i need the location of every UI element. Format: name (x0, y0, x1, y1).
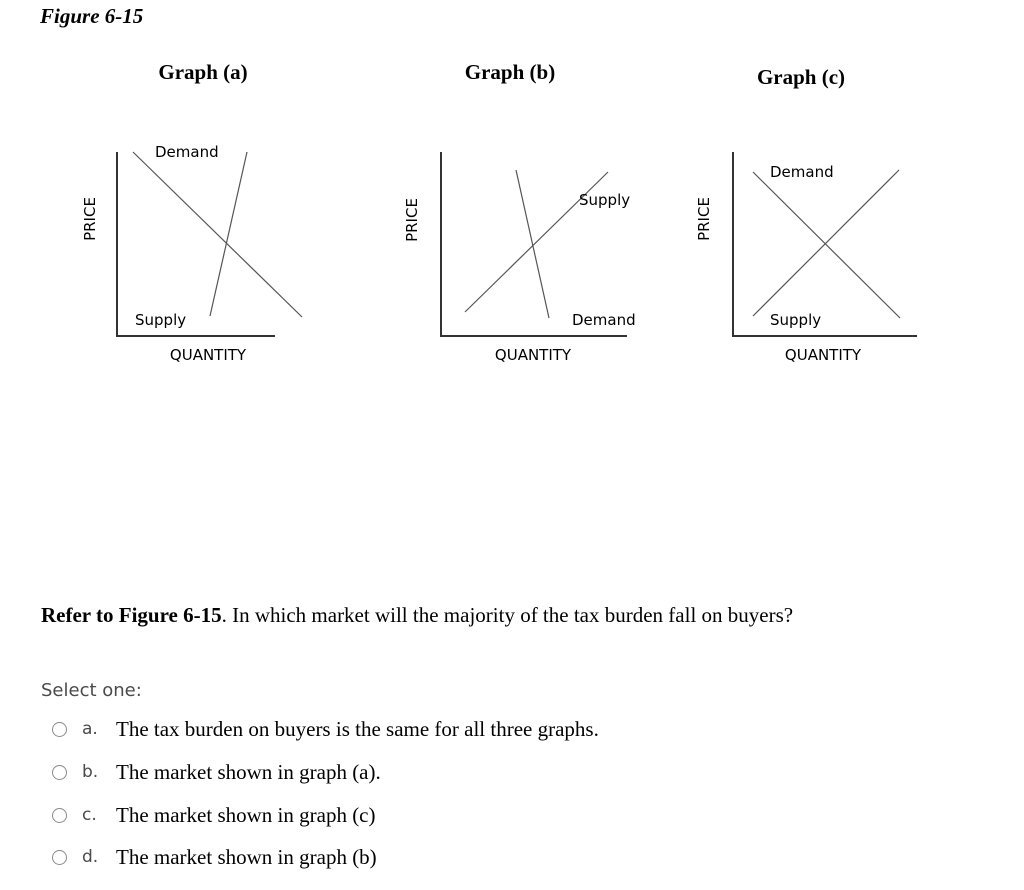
graph-c-supply-curve (753, 170, 899, 316)
graph-a (81, 60, 302, 364)
question-text (41, 603, 793, 628)
graph-c-title: Graph (c) (756, 65, 846, 89)
figure-caption: Figure 6-15 (40, 4, 144, 28)
option-a-letter: a. (82, 719, 98, 739)
graph-a-x-label: QUANTITY (169, 346, 247, 364)
option-c-text: The market shown in graph (c) (116, 802, 376, 827)
figure-graphs (0, 0, 1024, 400)
radio-option-c[interactable] (52, 808, 67, 823)
graph-a-supply-curve (210, 152, 247, 316)
graph-a-y-label: PRICE (81, 197, 99, 241)
graph-c (695, 65, 917, 364)
graph-b-demand-label: Demand (572, 311, 636, 329)
question-figure-ref: Refer to Figure 6-15 (41, 603, 222, 627)
graph-c-supply-label: Supply (770, 311, 822, 329)
graph-a-demand-curve (133, 152, 302, 317)
graph-c-y-label: PRICE (695, 197, 713, 241)
radio-option-a[interactable] (52, 722, 67, 737)
option-b[interactable] (52, 757, 381, 787)
graph-b-title: Graph (b) (464, 60, 556, 84)
question-body: . In which market will the majority of the tax burden fall on buyers? (221, 603, 794, 627)
option-d[interactable] (52, 842, 377, 872)
graph-b (403, 60, 636, 364)
graph-b-x-label: QUANTITY (494, 346, 572, 364)
select-one-label: Select one: (41, 680, 142, 701)
graph-c-x-label: QUANTITY (784, 346, 862, 364)
graph-b-y-label: PRICE (403, 198, 421, 242)
graph-b-demand-curve (516, 170, 549, 318)
option-d-letter: d. (82, 847, 99, 867)
graph-c-demand-label: Demand (770, 163, 834, 181)
option-c[interactable] (52, 800, 376, 830)
option-b-text: The market shown in graph (a). (116, 759, 381, 784)
option-a-text: The tax burden on buyers is the same for all three graphs. (116, 716, 599, 741)
graph-b-supply-label: Supply (579, 191, 631, 209)
graph-a-demand-label: Demand (155, 143, 219, 161)
graph-c-demand-curve (753, 172, 900, 318)
graph-a-title: Graph (a) (158, 60, 248, 84)
option-a[interactable] (52, 714, 599, 744)
option-d-text: The market shown in graph (b) (116, 844, 377, 869)
radio-option-b[interactable] (52, 765, 67, 780)
graph-a-supply-label: Supply (135, 311, 187, 329)
option-b-letter: b. (82, 762, 99, 782)
option-c-letter: c. (82, 805, 97, 825)
radio-option-d[interactable] (52, 850, 67, 865)
